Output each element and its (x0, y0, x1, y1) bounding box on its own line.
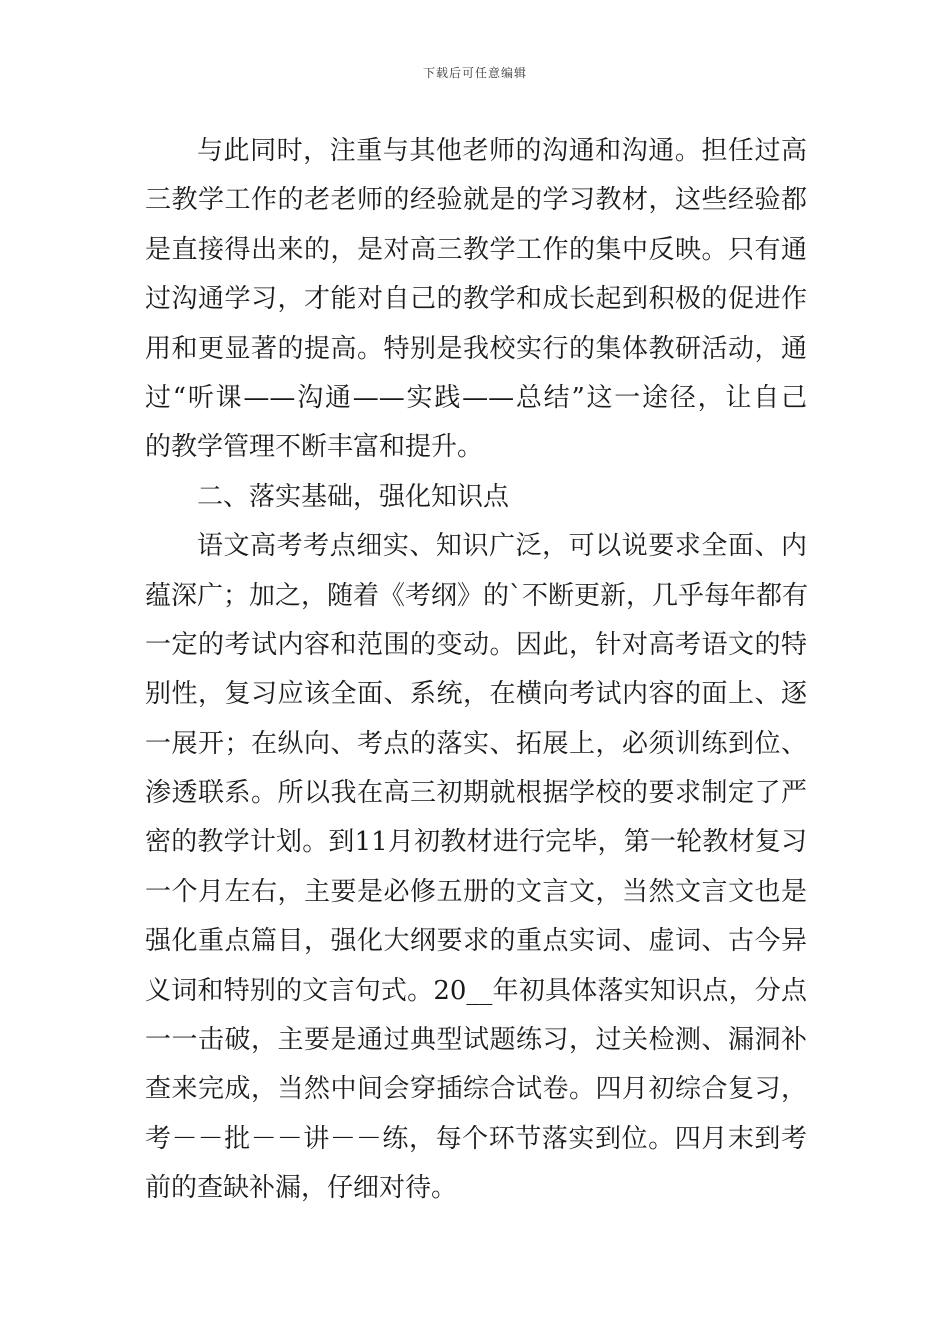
text-line: 过“听课——沟通——实践——总结”这一途径，让自己 (145, 382, 807, 413)
text-line: 密的教学计划。到11月初教材进行完毕，第一轮教材复习 (145, 827, 807, 858)
text-line: 与此同时，注重与其他老师的沟通和沟通。担任过高 (197, 136, 807, 166)
paragraph-communication (145, 127, 807, 473)
heading-line: 二、落实基础，强化知识点 (197, 481, 510, 512)
paragraph-foundation (145, 522, 807, 1213)
text-line: 渗透联系。所以我在高三初期就根据学校的要求制定了严 (145, 778, 807, 809)
text-line: 语文高考考点细实、知识广泛，可以说要求全面、内 (197, 531, 807, 562)
text-line: 蕴深广；加之，随着《考纲》的`不断更新，几乎每年都有 (145, 580, 809, 611)
text-line: 查来完成，当然中间会穿插综合试卷。四月初综合复习， (145, 1074, 807, 1105)
text-line: 一个月左右，主要是必修五册的文言文，当然文言文也是 (145, 876, 807, 907)
page-header: 下载后可任意编辑 (422, 66, 527, 80)
text-line: 用和更显著的提高。特别是我校实行的集体教研活动，通 (145, 333, 807, 364)
text-line: 过沟通学习，才能对自己的教学和成长起到积极的促进作 (145, 284, 807, 315)
text-line: 强化重点篇目，强化大纲要求的重点实词、虚词、古今异 (145, 926, 807, 957)
text-line: 前的查缺补漏，仔细对待。 (145, 1173, 458, 1204)
text-line: 的教学管理不断丰富和提升。 (145, 432, 484, 463)
text-line: 考－－批－－讲－－练，每个环节落实到位。四月末到考 (145, 1123, 807, 1154)
text-line: 是直接得出来的，是对高三教学工作的集中反映。只有通 (145, 234, 807, 265)
text-line: 义词和特别的文言句式。20__年初具体落实知识点，分点 (145, 975, 807, 1006)
text-line: 一展开；在纵向、考点的落实、拓展上，必须训练到位、 (145, 728, 807, 759)
text-line: 一一击破，主要是通过典型试题练习，过关检测、漏洞补 (145, 1025, 807, 1056)
text-line: 一定的考试内容和范围的变动。因此，针对高考语文的特 (145, 629, 807, 660)
document-body (145, 127, 807, 1214)
text-line: 别性，复习应该全面、系统，在横向考试内容的面上、逐 (145, 679, 807, 710)
text-line: 三教学工作的老老师的经验就是的学习教材，这些经验都 (145, 185, 807, 216)
section-heading (145, 473, 807, 522)
